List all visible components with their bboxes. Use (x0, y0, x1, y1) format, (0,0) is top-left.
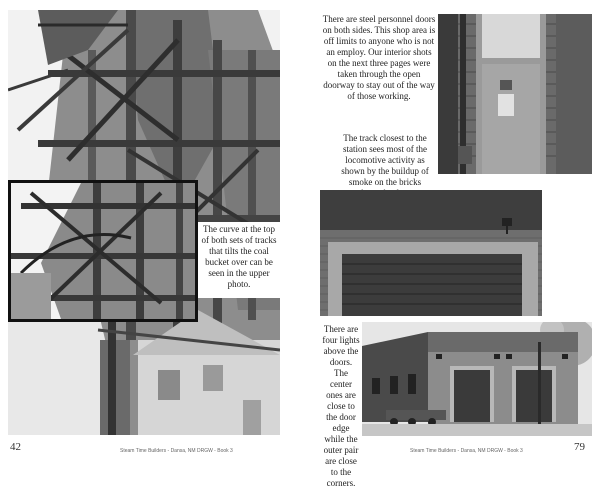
left-page-footer: Steam Time Builders - Dansa, NM DRGW - Book 3 (120, 448, 233, 454)
right-page-number: 79 (574, 441, 585, 453)
bucket-curve-caption: The curve at the top of both sets of tracks that tilts the coal bucket over can be seen in the upper photo. (198, 222, 280, 298)
personnel-doors-caption: There are steel personnel doors on both sides. This shop area is off limits to anyone who is not an employ. Our interior shots on the next three pages were taken through the open doorway to stay out of the way of those working. (322, 14, 436, 101)
four-lights-caption: There are four lights above the doors. The center ones are close to the door edge while the outer pair are close to the corners. (322, 324, 360, 488)
engine-house-exterior-photo (362, 322, 592, 436)
left-page-number: 42 (10, 441, 21, 453)
right-page-footer: Steam Time Builders - Dansa, NM DRGW - Book 3 (410, 448, 523, 454)
steel-door-photo (438, 14, 592, 174)
smoke-stained-door-photo (320, 190, 542, 316)
bucket-curve-inset-photo (8, 180, 198, 322)
track-smoke-caption: The track closest to the station sees most of the locomotive activity as shown by the buildup of smoke on the bricks (341, 133, 429, 187)
